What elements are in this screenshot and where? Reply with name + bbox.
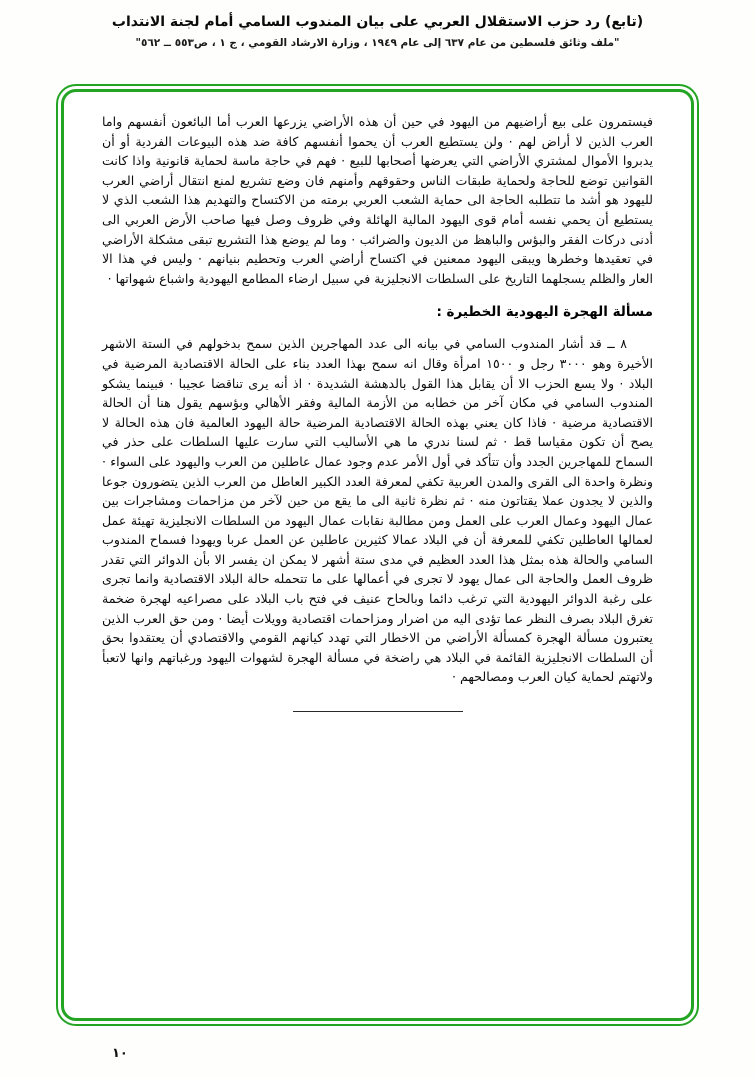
paragraph-land-sales: فيستمرون على بيع أراضيهم من اليهود في حين أن هذه الأراضي يزرعها العرب أما البائعون أنفسهم واما العرب الذين لا أراض لهم · ولن يستطيع العرب أن يحموا أنفسهم كافة ضد هذه البيوعات الفردية أو أن يدبروا الأموال لمشتري الأراضي التي يعرضها أصحابها للبيع · فهم في حاجة ماسة لحماية قانونية واذا كانت القوانين توضع للحاجة ولحماية طبقات الناس وحقوقهم وأمنهم فان وضع تشريع لمنع انتقال أراضي العرب لليهود هو أشد ما تتطلبه الحاجة الى حماية الشعب العربي برمته من الاكتساح والتهديم هذا الشعب الذي لا يستطيع أن يحمي نفسه أمام قوى اليهود المالية الهائلة وفي ظروف وصل فيها صاحب الأرض العربي الى أدنى دركات الفقر والبؤس والباهظ من الديون والضرائب · وما لم يوضع هذا التشريع تبقى مشكلة الأراضي في تعقيدها وخطرها ويبقى اليهود ممعنين في اكتساح أراضي العرب وتحطيم بنيانهم · وليس في هذا الا العار والظلم يسجلهما التاريخ على السلطات الانجليزية في سبيل ارضاء المطامع اليهودية واشباع شهواتها · — [102, 114, 653, 286]
source-citation: "ملف وثائق فلسطين من عام ٦٣٧ إلى عام ١٩٤٩ ، وزارة الارشاد القومي ، ج ١ ، ص٥٥٣ ــ ٥٦٢" — [135, 37, 620, 49]
document-title: (تابع) رد حزب الاستقلال العربي على بيان المندوب السامي أمام لجنة الانتداب — [111, 14, 644, 30]
green-border-frame — [56, 84, 699, 1026]
end-separator-line — [293, 711, 463, 712]
paragraph-immigration-numbers: ٨ ــ قد أشار المندوب السامي في بيانه الى عدد المهاجرين الذين سمح بدخولهم في الستة الاشهر الأخيرة وهو ٣٠٠٠ رجل و ١٥٠٠ امرأة وقال انه سمح بهذا العدد بناء على الحالة الاقتصادية المرضية في البلاد · ولا يسع الحزب الا أن يقابل هذا القول بالدهشة الشديدة · اذ أنه يرى تناقضا عجيبا · فبينما يشكو المندوب السامي في مكان آخر من خطابه من الأزمة المالية وفقر الأهالي وبؤسهم يقول هنا أن الحالة الاقتصادية مرضية · فاذا كان يعني بهذه الحالة الاقتصادية المرضية حالة اليهود العالمية فان هذه الحالة لا يصح أن تكون مقياسا قط · ثم لسنا ندري ما هي الأساليب التي سارت عليها السلطات على حذر في السماح للمهاجرين الجدد وأن تتأكد في أول الأمر عدم وجود عمال عاطلين من العرب واليهود على السواء · ونظرة واحدة الى القرى والمدن العربية تكفي لمعرفة العدد الكبير العاطل من العرب الذين يتضورون جوعا والذين لا يجدون عملا يقتاتون منه · ثم نظرة ثانية الى ما يقع من حين لآخر من مزاحمات ومشاجرات بين عمال اليهود وعمال العرب على العمل ومن مطالبة نقابات عمال اليهود من السلطات الانجليزية تهيئة عمل لعمالها العاطلين تكفي للمعرفة أن في البلاد عمالا كثيرين عاطلين عن العمل عربا ويهودا فسماح المندوب السامي والحالة هذه بمثل هذا العدد العظيم في مدى ستة أشهر لا يمكن ان يفسر الا بأن الدوائر التي تقدر ظروف العمل والحاجة الى عمال يهود لا تجرى في أعمالها على ما تتحمله حالة البلاد الاقتصادية وانما تجرى على رغبة الدوائر اليهودية التي ترغب دائما وبالحاح عنيف في فتح باب البلاد على مصراعيه لهجرة ضخمة تغرق البلاد بصرف النظر عما تؤدى اليه من اضرار ومزاحمات اقتصادية وويلات أيضا · ومن حق العرب الذين يعتبرون مسألة الهجرة كمسألة الأراضي من الاخطار التي تهدد كيانهم القومي والاقتصادي أن يعتقدوا بحق أن السلطات الانجليزية القائمة في البلاد هي راضخة في مسألة الهجرة لشهوات اليهود ورغباتهم وانها لاتعبأ ولاتهتم لحماية كيان العرب ومصالحهم · — [102, 336, 653, 685]
section-heading-jewish-immigration: مسألة الهجرة اليهودية الخطيرة : — [436, 304, 653, 321]
document-body — [61, 89, 694, 1021]
page-number: ١٠ — [112, 1046, 128, 1061]
page-header — [0, 14, 755, 49]
